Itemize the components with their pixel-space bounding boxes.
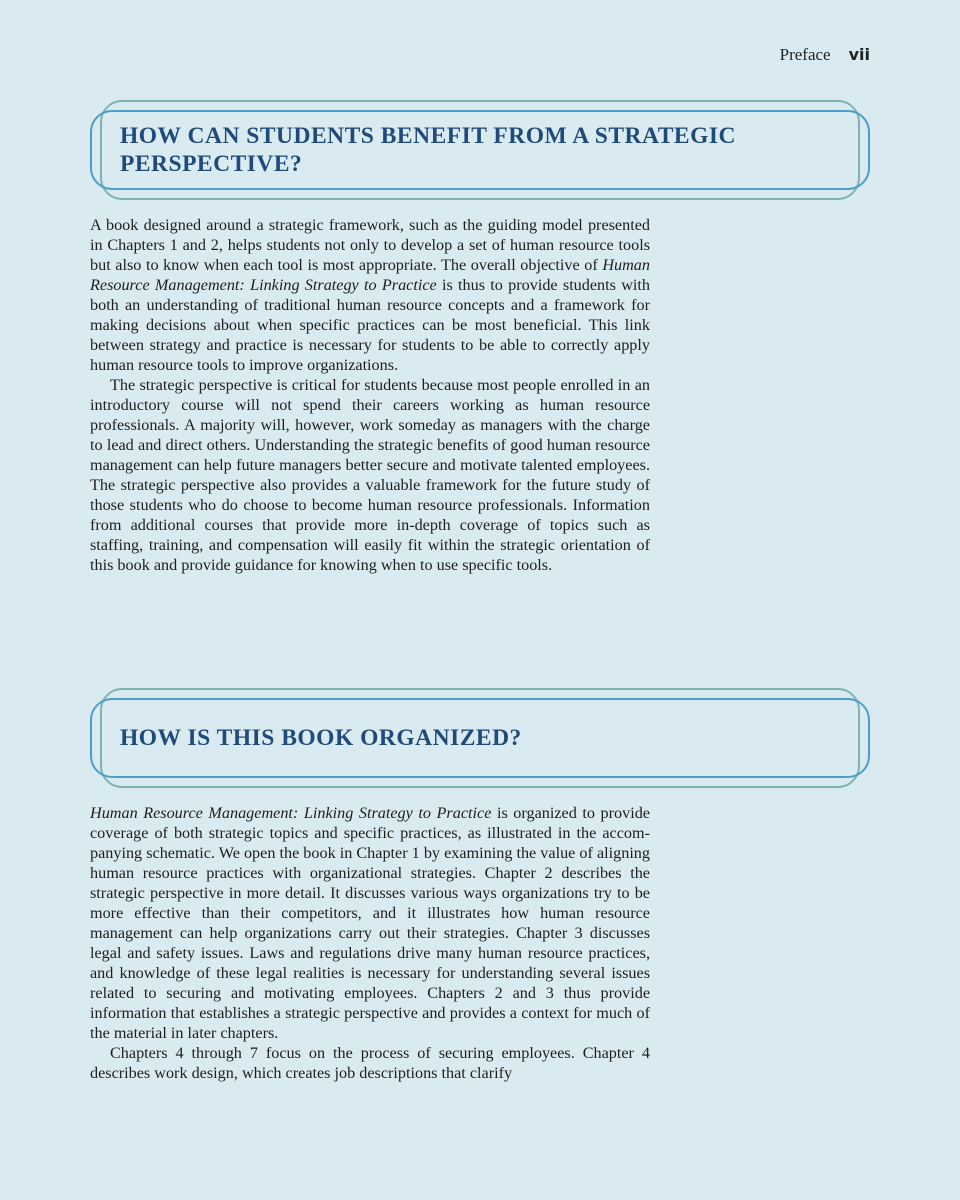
book-title: Human Resource Management: Linking Strategy to Practice [90, 256, 650, 294]
section-heading-benefit: HOW CAN STUDENTS BENEFIT FROM A STRATEGIC PERSPECTIVE? [120, 123, 736, 177]
paragraph-text: is organized to provide coverage of both strategic topics and specific practices, as illustrated in the accompanying schematic. We open the book in Chapter 1 by examining the value of aligning human resource practices with organizational strategies. Chapter 2 describes the strategic perspective in more detail. It discusses various ways organizations try to be more effective than their competitors, and it illustrates how human resource management can help organizations carry out their strategies. Chapter 3 discusses legal and safety issues. Laws and regulations drive many human resource practices, and knowledge of these legal realities is necessary for understanding several issues related to securing and motivating employees. Chapters 2 and 3 thus provide information that establishes a strategic perspective and provides a context for much of the material in later chapters. [90, 804, 650, 1042]
paragraph: Chapters 4 through 7 focus on the process of securing employees. Chapter 4 describes work design, which creates job descriptions that clarify [90, 1044, 650, 1082]
section-heading-organized: HOW IS THIS BOOK ORGANIZED? [120, 725, 522, 751]
paragraph [90, 215, 650, 375]
paragraph: The strategic perspective is critical for students because most people enrolled in an introductory course will not spend their careers working as human resource professionals. A majority will, however, work someday as managers with the charge to lead and direct others. Understanding the strategic benefits of good human resource management can help future managers better secure and motivate talented employees. The strategic perspective also provides a valuable framework for the future study of those students who do choose to become human resource professionals. Information from additional courses that provide more in-depth coverage of topics such as staffing, training, and compensation will easily fit within the strategic orientation of this book and provide guidance for knowing when to use specific tools. [90, 376, 650, 574]
section-body-organized [90, 803, 650, 1083]
running-head-label: Preface [779, 45, 831, 64]
running-head [780, 45, 870, 65]
section-body-benefit [90, 215, 650, 575]
book-title: Human Resource Management: Linking Strategy to Practice [90, 804, 492, 822]
paragraph-text: is thus to provide students with both an understanding of traditional human resource concepts and a framework for making decisions about when specific practices can be most beneficial. This link between strategy and practice is necessary for students to be able to correctly apply human resource tools to improve organizations. [90, 276, 650, 374]
page-number: vii [848, 45, 870, 64]
paragraph [90, 803, 650, 1043]
section-heading-box-organized [90, 688, 870, 788]
section-heading-box-benefit [90, 100, 870, 200]
paragraph-text: A book designed around a strategic framework, such as the guiding model presented in Chapters 1 and 2, helps students not only to develop a set of human resource tools but also to know when each tool is most appropriate. The overall objective of [90, 216, 650, 274]
